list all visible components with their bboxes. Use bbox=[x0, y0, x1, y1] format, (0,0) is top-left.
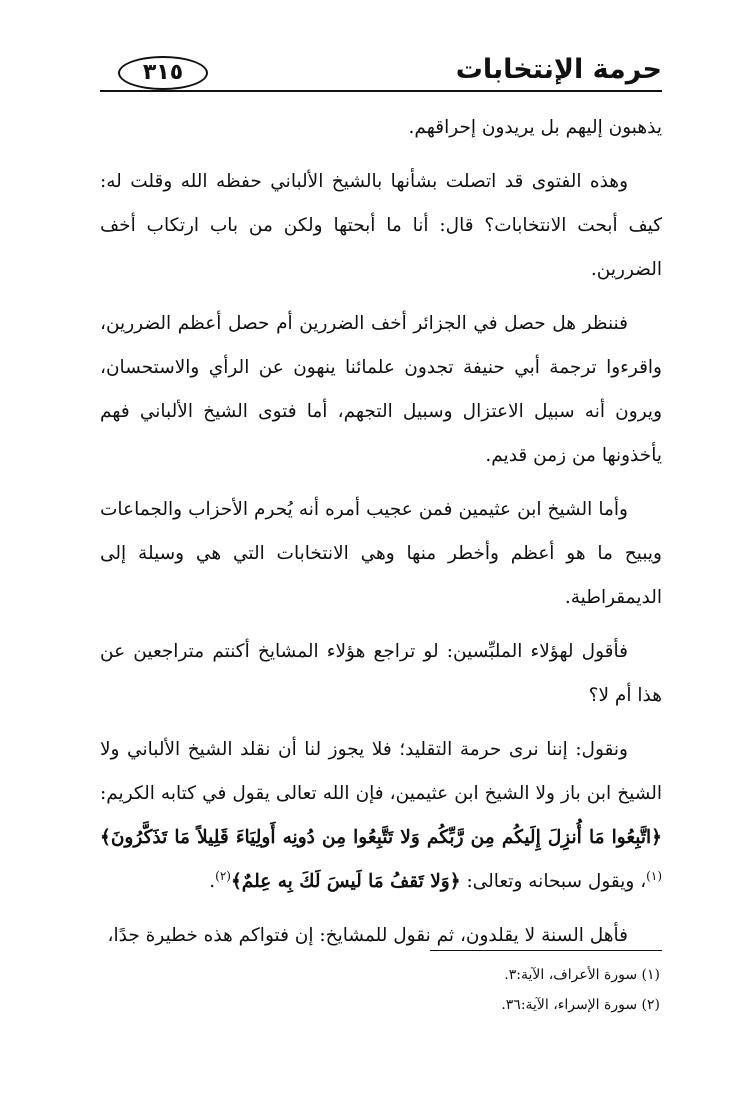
header-rule bbox=[100, 90, 662, 92]
page-header bbox=[100, 52, 662, 92]
quran-verse: ﴿اتَّبِعُوا مَا أُنزِلَ إِلَيكُم مِن رَّبِّكُم وَلا تَتَّبِعُوا مِن دُونِه أَولِيَاءَ قَلِيلاً مَا تَذَكَّرُونَ﴾ bbox=[100, 827, 662, 848]
page-number: ٣١٥ bbox=[118, 56, 208, 90]
quran-middle: ، ويقول سبحانه وتعالى: bbox=[466, 871, 647, 892]
paragraph: وهذه الفتوى قد اتصلت بشأنها بالشيخ الألباني حفظه الله وقلت له: كيف أبحت الانتخابات؟ قال: أنا ما أبحتها ولكن من باب ارتكاب أخف الضررين. bbox=[100, 171, 662, 280]
quran-paragraph bbox=[100, 728, 662, 904]
footnote-ref: (١) bbox=[646, 868, 662, 883]
paragraph: وأما الشيخ ابن عثيمين فمن عجيب أمره أنه يُحرم الأحزاب والجماعات ويبيح ما هو أعظم وأخطر منها وهي الانتخابات التي هي وسيلة إلى الديمقراطية. bbox=[100, 499, 662, 608]
quran-verse: ﴿وَلا تَقفُ مَا لَيسَ لَكَ بِه عِلمٌ﴾ bbox=[230, 871, 461, 892]
paragraph: يذهبون إليهم بل يريدون إحراقهم. bbox=[408, 117, 662, 138]
quran-end: . bbox=[209, 871, 216, 892]
footnote: (٢) سورة الإسراء، الآية:٣٦. bbox=[501, 997, 660, 1013]
chapter-title: حرمة الإنتخابات bbox=[455, 54, 662, 85]
footnotes bbox=[100, 960, 662, 1020]
footnote-ref: (٢) bbox=[215, 868, 231, 883]
paragraph: فننظر هل حصل في الجزائر أخف الضررين أم حصل أعظم الضررين، واقرءوا ترجمة أبي حنيفة تجدون علمائنا ينهون عن الرأي والاستحسان، ويرون أنه سبيل الاعتزال وسبيل التجهم، أما فتوى الشيخ الألباني فهم يأخذونها من زمن قديم. bbox=[100, 313, 662, 466]
quran-intro: ونقول: إننا نرى حرمة التقليد؛ فلا يجوز لنا أن نقلد الشيخ الألباني ولا الشيخ ابن باز ولا الشيخ ابن عثيمين، فإن الله تعالى يقول في كتابه الكريم: bbox=[100, 739, 662, 804]
paragraph: فأقول لهؤلاء الملبِّسين: لو تراجع هؤلاء المشايخ أكنتم متراجعين عن هذا أم لا؟ bbox=[100, 641, 662, 706]
footnote: (١) سورة الأعراف، الآية:٣. bbox=[504, 967, 660, 983]
body-text bbox=[100, 106, 662, 968]
footnote-rule bbox=[430, 950, 662, 951]
paragraph: فأهل السنة لا يقلدون، ثم نقول للمشايخ: إن فتواكم هذه خطيرة جدًا، bbox=[107, 925, 628, 946]
